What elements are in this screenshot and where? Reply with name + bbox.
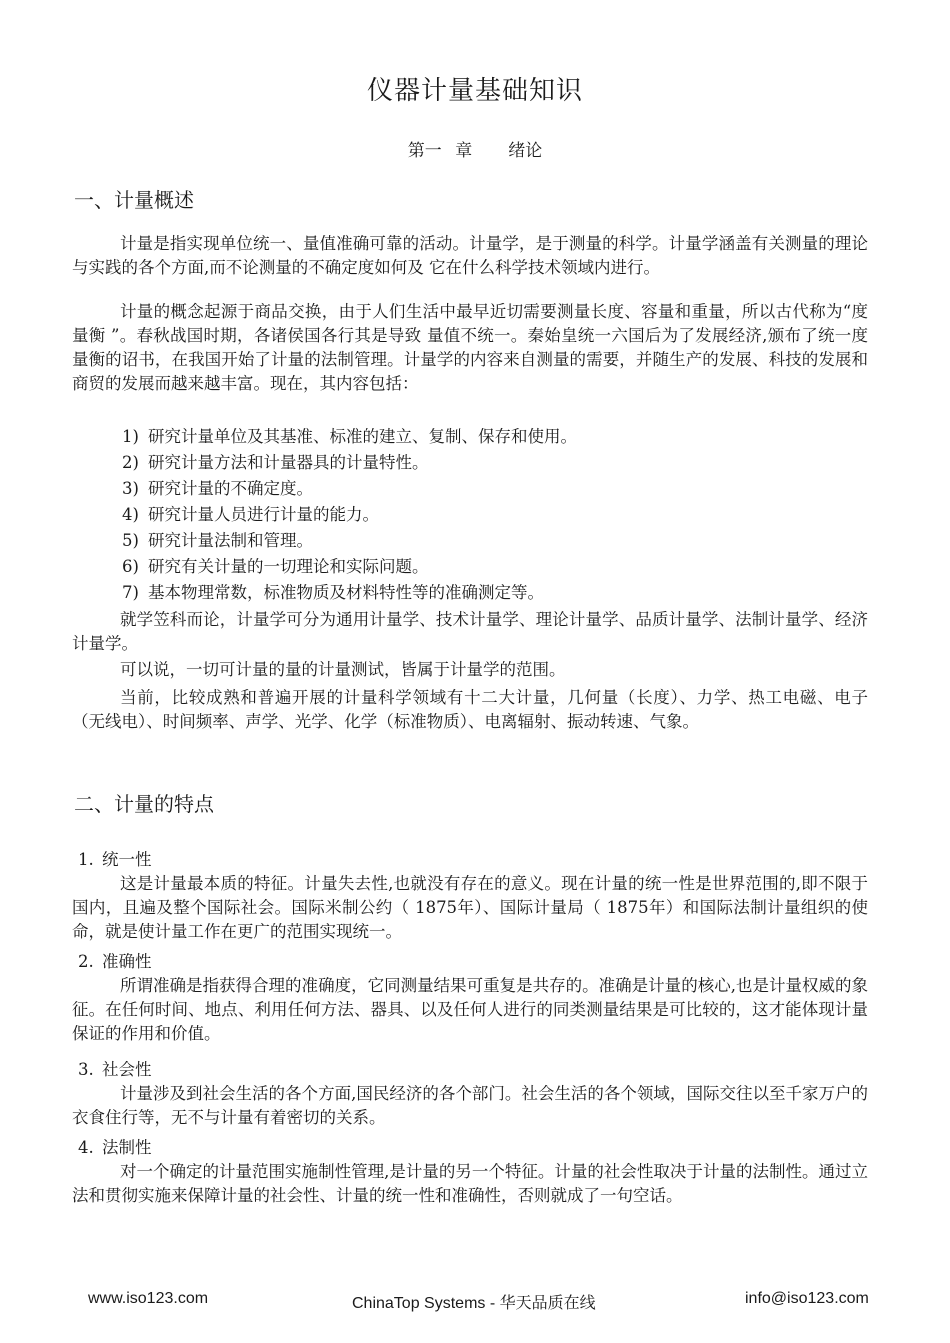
chapter-heading [0, 136, 950, 161]
subsection-number: 4. [78, 1138, 94, 1157]
footer-email-link[interactable]: info@iso123.com [745, 1290, 869, 1307]
list-text: 研究计量方法和计量器具的计量特性。 [148, 453, 429, 472]
list-text: 研究计量单位及其基准、标准的建立、复制、保存和使用。 [148, 427, 577, 446]
list-item [122, 528, 577, 554]
subsection-heading [78, 1056, 152, 1080]
paragraph: 所谓准确是指获得合理的准确度，它同测量结果可重复是共存的。准确是计量的核心,也是计量权威的象征。在任何时间、地点、利用任何方法、器具、以及任何人进行的同类测量结果是可比较的，这才能体现计量保证的作用和价值。 [72, 976, 868, 1043]
list-number: 4) [122, 505, 139, 524]
subsection-heading [78, 1134, 152, 1158]
paragraph: 计量的概念起源于商品交换，由于人们生活中最早近切需要测量长度、容量和重量，所以古代称为“度量衡 ”。春秋战国时期，各诸侯国各行其是导致 量值不统一。秦始皇统一六国后为了发展经济,颁布了统一度量衡的诏书，在我国开始了计量的法制管理。计量学的内容来自测量的需要，并随生产的发展、科技的发展和商贸的发展而越来越丰富。现在，其内容包括： [72, 302, 868, 393]
subsection-number: 3. [78, 1060, 94, 1079]
section-heading-features: 二、计量的特点 [74, 792, 214, 816]
paragraph: 就学笠科而论，计量学可分为通用计量学、技术计量学、理论计量学、品质计量学、法制计量学、经济计量学。 [72, 610, 868, 653]
paragraph: 计量涉及到社会生活的各个方面,国民经济的各个部门。社会生活的各个领域，国际交往以至千家万户的衣食住行等，无不与计量有着密切的关系。 [72, 1084, 868, 1127]
subsection-title: 准确性 [102, 952, 152, 971]
list-number: 6) [122, 557, 139, 576]
subsection-title: 统一性 [102, 850, 152, 869]
list-text: 研究计量法制和管理。 [148, 531, 313, 550]
footer-website-link[interactable]: www.iso123.com [88, 1290, 209, 1307]
list-number: 5) [122, 531, 139, 550]
page-footer [0, 1290, 950, 1314]
list-number: 2) [122, 453, 139, 472]
list-item [122, 424, 577, 450]
document-title: 仪器计量基础知识 [366, 76, 583, 106]
list-text: 研究有关计量的一切理论和实际问题。 [148, 557, 429, 576]
paragraph: 可以说，一切可计量的量的计量测试，皆属于计量学的范围。 [120, 660, 566, 679]
list-item [122, 580, 577, 606]
subsection-title: 法制性 [102, 1138, 152, 1157]
content-list [122, 424, 577, 606]
subsection-heading [78, 846, 152, 870]
list-item [122, 502, 577, 528]
paragraph: 这是计量最本质的特征。计量失去性,也就没有存在的意义。现在计量的统一性是世界范围的,即不限于国内，且遍及整个国际社会。国际米制公约（ 1875年）、国际计量局（ 1875年）和国际法制计量组织的使命，就是使计量工作在更广的范围实现统一。 [72, 874, 868, 941]
subsection-heading [78, 948, 152, 972]
subsection-number: 1. [78, 850, 94, 869]
list-text: 研究计量人员进行计量的能力。 [148, 505, 379, 524]
list-item [122, 476, 577, 502]
list-item [122, 554, 577, 580]
footer-company: ChinaTop Systems - 华天品质在线 [352, 1295, 596, 1312]
list-text: 基本物理常数，标准物质及材料特性等的准确测定等。 [148, 583, 544, 602]
list-item [122, 450, 577, 476]
list-number: 7) [122, 583, 139, 602]
list-number: 3) [122, 479, 139, 498]
section-heading-overview: 一、计量概述 [74, 188, 194, 212]
chapter-name: 绪论 [508, 141, 543, 161]
subsection-title: 社会性 [102, 1060, 152, 1079]
list-text: 研究计量的不确定度。 [148, 479, 313, 498]
chapter-number: 第一 章 [407, 141, 473, 161]
list-number: 1) [122, 427, 139, 446]
paragraph: 计量是指实现单位统一、量值准确可靠的活动。计量学，是于测量的科学。计量学涵盖有关测量的理论与实践的各个方面,而不论测量的不确定度如何及 它在什么科学技术领域内进行。 [72, 234, 868, 277]
subsection-number: 2. [78, 952, 94, 971]
paragraph: 当前，比较成熟和普遍开展的计量科学领域有十二大计量，几何量（长度）、力学、热工电磁、电子（无线电）、时间频率、声学、光学、化学（标准物质）、电离辐射、振动转速、气象。 [72, 688, 868, 731]
paragraph: 对一个确定的计量范围实施制性管理,是计量的另一个特征。计量的社会性取决于计量的法制性。通过立法和贯彻实施来保障计量的社会性、计量的统一性和准确性，否则就成了一句空话。 [72, 1162, 868, 1205]
